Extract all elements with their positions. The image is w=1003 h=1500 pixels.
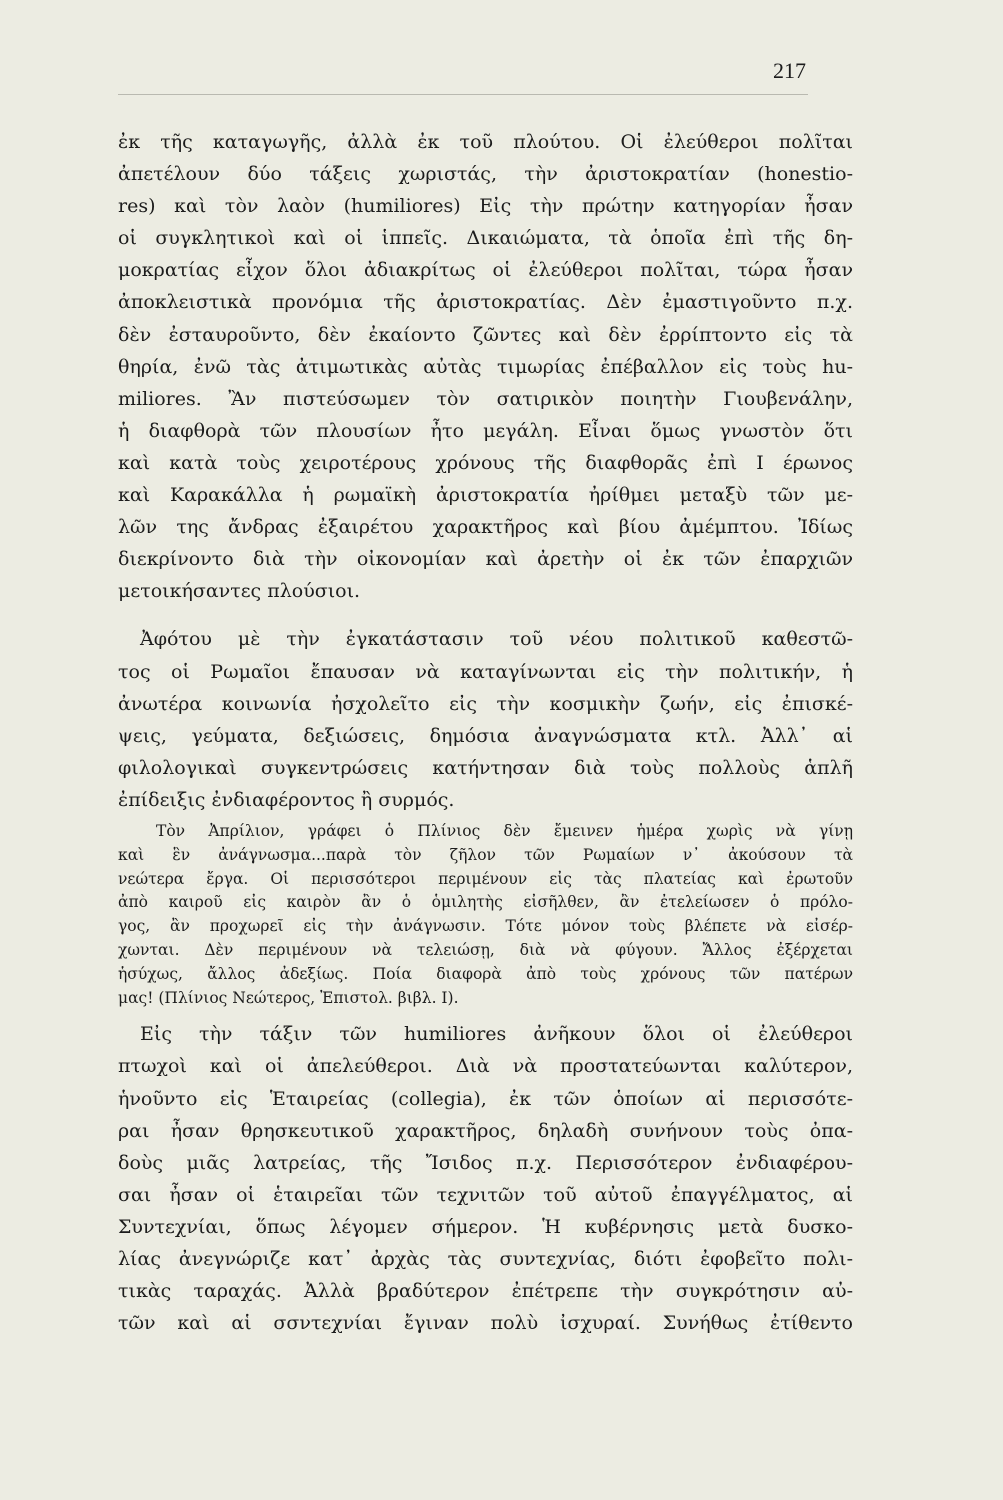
text-line: διεκρίνοντο διὰ τὴν οἰκονομίαν καὶ ἀρετὴν οἱ ἐκ τῶν ἐπαρχιῶν: [118, 548, 853, 571]
text-line: res) καὶ τὸν λαὸν (humiliores) Εἰς τὴν πρώτην κατηγορίαν ἦσαν: [118, 195, 853, 218]
text-line: οἱ συγκλητικοὶ καὶ οἱ ἱππεῖς. Δικαιώματα, τὰ ὁποῖα ἐπὶ τῆς δη-: [118, 227, 853, 250]
text-line: Ἀφότου μὲ τὴν ἐγκατάστασιν τοῦ νέου πολιτικοῦ καθεστῶ-: [140, 628, 853, 651]
text-line: θηρία, ἐνῶ τὰς ἀτιμωτικὰς αὐτὰς τιμωρίας ἐπέβαλλον εἰς τοὺς hu-: [118, 355, 853, 378]
quote-line: ἀπὸ καιροῦ εἰς καιρὸν ἂν ὁ ὁμιλητὴς εἰσῆλθεν, ἂν ἐτελείωσεν ὁ πρόλο-: [118, 893, 853, 912]
header-rule: [118, 94, 808, 95]
text-line: λῶν της ἄνδρας ἐξαιρέτου χαρακτῆρος καὶ βίου ἀμέμπτου. Ἰδίως: [118, 516, 853, 539]
text-line: πτωχοὶ καὶ οἱ ἀπελεύθεροι. Διὰ νὰ προστατεύωνται καλύτερον,: [118, 1055, 853, 1078]
text-line: ἡνοῦντο εἰς Ἑταιρείας (collegia), ἐκ τῶν ὁποίων αἱ περισσότε-: [118, 1087, 853, 1110]
quote-line: χωνται. Δὲν περιμένουν νὰ τελειώσῃ, διὰ νὰ φύγουν. Ἄλλος ἐξέρχεται: [118, 940, 853, 959]
text-line: ἐκ τῆς καταγωγῆς, ἀλλὰ ἐκ τοῦ πλούτου. Οἱ ἐλεύθεροι πολῖται: [118, 131, 853, 153]
text-line: καὶ κατὰ τοὺς χειροτέρους χρόνους τῆς διαφθορᾶς ἐπὶ Ι έρωνος: [118, 451, 853, 474]
text-line: φιλολογικαὶ συγκεντρώσεις κατήντησαν διὰ τοὺς πολλοὺς ἁπλῆ: [118, 756, 853, 779]
block-quote: [118, 820, 853, 1010]
page-number: 217: [773, 58, 806, 83]
text-line: μοκρατίας εἶχον ὅλοι ἀδιακρίτως οἱ ἐλεύθεροι πολῖται, τώρα ἦσαν: [118, 259, 853, 282]
text-line: καὶ Καρακάλλα ἡ ρωμαϊκὴ ἀριστοκρατία ἠρίθμει μεταξὺ τῶν με-: [118, 484, 853, 507]
text-line: ἐπίδειξις ἐνδιαφέροντος ἢ συρμός.: [118, 788, 455, 811]
text-line: μετοικήσαντες πλούσιοι.: [118, 580, 361, 603]
text-line: ἡ διαφθορὰ τῶν πλουσίων ἦτο μεγάλη. Εἶναι ὅμως γνωστὸν ὅτι: [118, 419, 853, 442]
text-line: Εἰς τὴν τάξιν τῶν humiliores ἀνῆκουν ὅλοι οἱ ἐλεύθεροι: [140, 1023, 853, 1046]
text-line: ψεις, γεύματα, δεξιώσεις, δημόσια ἀναγνώσματα κτλ. Ἀλλ᾽ αἱ: [118, 724, 853, 747]
paragraph-2: [118, 623, 853, 816]
quote-line: Τὸν Ἀπρίλιον, γράφει ὁ Πλίνιος δὲν ἔμεινεν ἡμέρα χωρὶς νὰ γίνῃ: [156, 821, 853, 840]
quote-line: μας! (Πλίνιος Νεώτερος, Ἐπιστολ. βιβλ. Ι).: [118, 988, 459, 1007]
text-line: Συντεχνίαι, ὅπως λέγομεν σήμερον. Ἡ κυβέρνησις μετὰ δυσκο-: [118, 1215, 853, 1238]
paragraph-1: [118, 126, 853, 607]
text-line: ἀποκλειστικὰ προνόμια τῆς ἀριστοκρατίας. Δὲν ἐμαστιγοῦντο π.χ.: [118, 291, 853, 314]
text-line: ἀπετέλουν δύο τάξεις χωριστάς, τὴν ἀριστοκρατίαν (honestio-: [118, 163, 853, 186]
text-line: τῶν καὶ αἱ σσντεχνίαι ἔγιναν πολὺ ἰσχυραί. Συνήθως ἐτίθεντο: [118, 1312, 853, 1335]
text-line: λίας ἀνεγνώριζε κατ᾽ ἀρχὰς τὰς συντεχνίας, διότι ἐφοβεῖτο πολι-: [118, 1248, 853, 1270]
paragraph-3: [118, 1018, 853, 1339]
text-line: τος οἱ Ρωμαῖοι ἔπαυσαν νὰ καταγίνωνται εἰς τὴν πολιτικήν, ἡ: [118, 660, 853, 683]
text-line: δοὺς μιᾶς λατρείας, τῆς Ἴσιδος π.χ. Περισσότερον ἐνδιαφέρου-: [118, 1151, 853, 1174]
text-line: miliores. Ἂν πιστεύσωμεν τὸν σατιρικὸν ποιητὴν Γιουβενάλην,: [118, 387, 853, 410]
text-line: ραι ἦσαν θρησκευτικοῦ χαρακτῆρος, δηλαδὴ συνήνουν τοὺς ὀπα-: [118, 1119, 853, 1142]
page-body: [118, 126, 853, 1339]
quote-line: νεώτερα ἔργα. Οἱ περισσότεροι περιμένουν εἰς τὰς πλατείας καὶ ἐρωτοῦν: [118, 869, 853, 888]
text-line: τικὰς ταραχάς. Ἀλλὰ βραδύτερον ἐπέτρεπε τὴν συγκρότησιν αὐ-: [118, 1280, 853, 1303]
text-line: σαι ἦσαν οἱ ἑταιρεῖαι τῶν τεχνιτῶν τοῦ αὐτοῦ ἐπαγγέλματος, αἱ: [118, 1183, 853, 1206]
quote-line: γος, ἂν προχωρεῖ εἰς τὴν ἀνάγνωσιν. Τότε μόνον τοὺς βλέπετε νὰ εἰσέρ-: [118, 917, 853, 936]
text-line: δὲν ἐσταυροῦντο, δὲν ἐκαίοντο ζῶντες καὶ δὲν ἐρρίπτοντο εἰς τὰ: [118, 323, 853, 346]
quote-line: καὶ ἓν ἀνάγνωσμα...παρὰ τὸν ζῆλον τῶν Ρωμαίων ν᾽ ἀκούσουν τὰ: [118, 845, 853, 864]
quote-line: ἡσύχως, ἄλλος ἀδεξίως. Ποία διαφορὰ ἀπὸ τοὺς χρόνους τῶν πατέρων: [118, 964, 853, 983]
text-line: ἀνωτέρα κοινωνία ἠσχολεῖτο εἰς τὴν κοσμικὴν ζωήν, εἰς ἐπισκέ-: [118, 692, 853, 715]
